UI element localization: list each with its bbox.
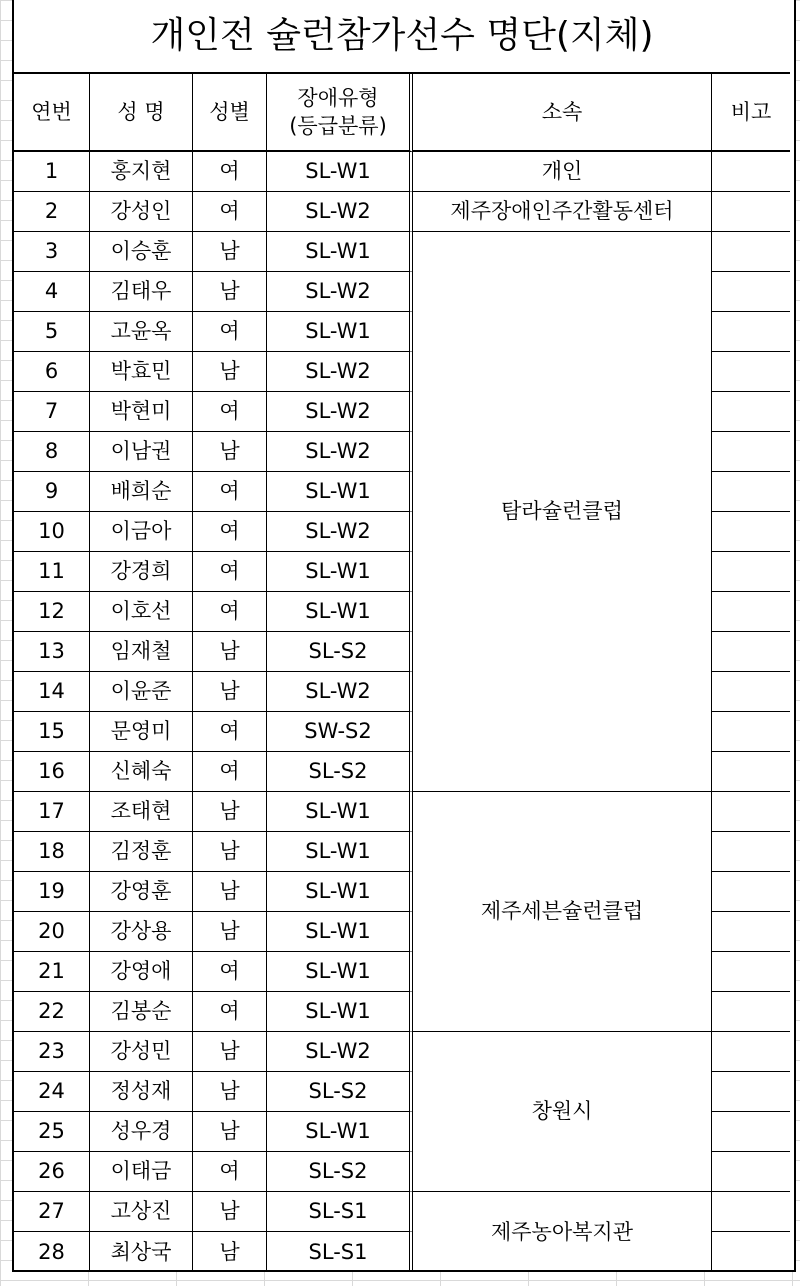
row-number: 4 [14, 272, 90, 312]
player-name: 문영미 [90, 712, 193, 752]
player-class: SL-W2 [267, 192, 413, 232]
note-cell [712, 1072, 790, 1112]
row-number: 1 [14, 152, 90, 192]
player-gender: 남 [193, 832, 267, 872]
player-name: 성우경 [90, 1112, 193, 1152]
player-name: 이호선 [90, 592, 193, 632]
player-class: SL-W2 [267, 1032, 413, 1072]
row-number: 3 [14, 232, 90, 272]
note-cell [712, 512, 790, 552]
row-number: 23 [14, 1032, 90, 1072]
affiliation-cell: 탐라슐런클럽 [413, 232, 712, 792]
player-name: 김봉순 [90, 992, 193, 1032]
player-gender: 여 [193, 472, 267, 512]
row-number: 2 [14, 192, 90, 232]
player-class: SL-S2 [267, 1152, 413, 1192]
player-name: 임재철 [90, 632, 193, 672]
row-number: 14 [14, 672, 90, 712]
player-class: SL-W1 [267, 312, 413, 352]
affiliation-cell: 제주세븐슐런클럽 [413, 792, 712, 1032]
player-name: 이태금 [90, 1152, 193, 1192]
player-gender: 여 [193, 312, 267, 352]
player-gender: 여 [193, 712, 267, 752]
header-no: 연번 [14, 74, 90, 152]
row-number: 19 [14, 872, 90, 912]
player-gender: 여 [193, 192, 267, 232]
affiliation-cell: 제주장애인주간활동센터 [413, 192, 712, 232]
player-name: 강영훈 [90, 872, 193, 912]
player-class: SL-W2 [267, 512, 413, 552]
player-class: SL-W2 [267, 432, 413, 472]
player-name: 김태우 [90, 272, 193, 312]
player-gender: 남 [193, 672, 267, 712]
player-gender: 남 [193, 872, 267, 912]
row-number: 11 [14, 552, 90, 592]
player-name: 조태현 [90, 792, 193, 832]
player-name: 박효민 [90, 352, 193, 392]
note-cell [712, 552, 790, 592]
player-gender: 남 [193, 432, 267, 472]
player-class: SL-W1 [267, 1112, 413, 1152]
player-class: SL-W1 [267, 832, 413, 872]
player-gender: 남 [193, 1232, 267, 1272]
player-class: SL-W1 [267, 792, 413, 832]
player-class: SL-S1 [267, 1232, 413, 1272]
header-name: 성 명 [90, 74, 193, 152]
page-title: 개인전 슐런참가선수 명단(지체) [14, 0, 790, 74]
row-number: 18 [14, 832, 90, 872]
affiliation-cell: 제주농아복지관 [413, 1192, 712, 1272]
player-class: SL-S2 [267, 1072, 413, 1112]
player-name: 이남권 [90, 432, 193, 472]
player-class: SL-W1 [267, 152, 413, 192]
player-class: SL-W1 [267, 992, 413, 1032]
player-name: 고윤옥 [90, 312, 193, 352]
note-cell [712, 1112, 790, 1152]
row-number: 22 [14, 992, 90, 1032]
player-name: 강경희 [90, 552, 193, 592]
note-cell [712, 472, 790, 512]
player-class: SL-W2 [267, 392, 413, 432]
note-cell [712, 872, 790, 912]
row-number: 25 [14, 1112, 90, 1152]
player-name: 강상용 [90, 912, 193, 952]
player-gender: 여 [193, 992, 267, 1032]
player-name: 이윤준 [90, 672, 193, 712]
header-class-line2: (등급분류) [289, 114, 387, 138]
player-class: SL-S2 [267, 632, 413, 672]
player-gender: 남 [193, 1032, 267, 1072]
note-cell [712, 952, 790, 992]
affiliation-cell: 창원시 [413, 1032, 712, 1192]
header-gender: 성별 [193, 74, 267, 152]
row-number: 16 [14, 752, 90, 792]
note-cell [712, 1152, 790, 1192]
note-cell [712, 992, 790, 1032]
row-number: 27 [14, 1192, 90, 1232]
row-number: 17 [14, 792, 90, 832]
note-cell [712, 792, 790, 832]
note-cell [712, 432, 790, 472]
player-name: 강영애 [90, 952, 193, 992]
note-cell [712, 712, 790, 752]
row-number: 6 [14, 352, 90, 392]
note-cell [712, 1192, 790, 1232]
player-class: SL-S1 [267, 1192, 413, 1232]
player-gender: 여 [193, 1152, 267, 1192]
player-name: 박현미 [90, 392, 193, 432]
player-gender: 남 [193, 232, 267, 272]
player-gender: 남 [193, 1072, 267, 1112]
player-name: 정성재 [90, 1072, 193, 1112]
player-class: SL-W1 [267, 872, 413, 912]
header-note: 비고 [712, 74, 790, 152]
player-gender: 남 [193, 792, 267, 832]
player-name: 김정훈 [90, 832, 193, 872]
player-name: 이금아 [90, 512, 193, 552]
player-gender: 여 [193, 392, 267, 432]
note-cell [712, 592, 790, 632]
player-gender: 여 [193, 592, 267, 632]
note-cell [712, 192, 790, 232]
note-cell [712, 1232, 790, 1272]
player-name: 이승훈 [90, 232, 193, 272]
note-cell [712, 152, 790, 192]
player-gender: 남 [193, 632, 267, 672]
row-number: 15 [14, 712, 90, 752]
note-cell [712, 312, 790, 352]
note-cell [712, 672, 790, 712]
header-class-line1: 장애유형 [297, 85, 379, 110]
note-cell [712, 752, 790, 792]
note-cell [712, 832, 790, 872]
header-affiliation: 소속 [413, 74, 712, 152]
player-class: SL-W1 [267, 592, 413, 632]
note-cell [712, 232, 790, 272]
note-cell [712, 1032, 790, 1072]
row-number: 21 [14, 952, 90, 992]
player-name: 강성인 [90, 192, 193, 232]
row-number: 26 [14, 1152, 90, 1192]
player-gender: 여 [193, 752, 267, 792]
roster-table [12, 0, 796, 1272]
note-cell [712, 272, 790, 312]
player-class: SL-W1 [267, 472, 413, 512]
player-gender: 여 [193, 952, 267, 992]
player-class: SL-S2 [267, 752, 413, 792]
player-name: 배희순 [90, 472, 193, 512]
player-name: 고상진 [90, 1192, 193, 1232]
player-class: SW-S2 [267, 712, 413, 752]
player-gender: 여 [193, 512, 267, 552]
player-gender: 남 [193, 272, 267, 312]
row-number: 12 [14, 592, 90, 632]
player-gender: 남 [193, 912, 267, 952]
row-number: 8 [14, 432, 90, 472]
row-number: 7 [14, 392, 90, 432]
player-name: 최상국 [90, 1232, 193, 1272]
player-name: 신혜숙 [90, 752, 193, 792]
affiliation-cell: 개인 [413, 152, 712, 192]
player-class: SL-W1 [267, 952, 413, 992]
note-cell [712, 392, 790, 432]
note-cell [712, 632, 790, 672]
row-number: 10 [14, 512, 90, 552]
player-name: 강성민 [90, 1032, 193, 1072]
header-class [267, 74, 413, 152]
player-gender: 남 [193, 352, 267, 392]
player-class: SL-W2 [267, 672, 413, 712]
player-gender: 남 [193, 1112, 267, 1152]
player-class: SL-W2 [267, 352, 413, 392]
player-class: SL-W1 [267, 552, 413, 592]
note-cell [712, 912, 790, 952]
player-gender: 여 [193, 552, 267, 592]
row-number: 28 [14, 1232, 90, 1272]
row-number: 13 [14, 632, 90, 672]
player-class: SL-W2 [267, 272, 413, 312]
row-number: 9 [14, 472, 90, 512]
player-gender: 남 [193, 1192, 267, 1232]
player-gender: 여 [193, 152, 267, 192]
row-number: 24 [14, 1072, 90, 1112]
row-number: 5 [14, 312, 90, 352]
row-number: 20 [14, 912, 90, 952]
player-name: 홍지현 [90, 152, 193, 192]
note-cell [712, 352, 790, 392]
player-class: SL-W1 [267, 232, 413, 272]
player-class: SL-W1 [267, 912, 413, 952]
